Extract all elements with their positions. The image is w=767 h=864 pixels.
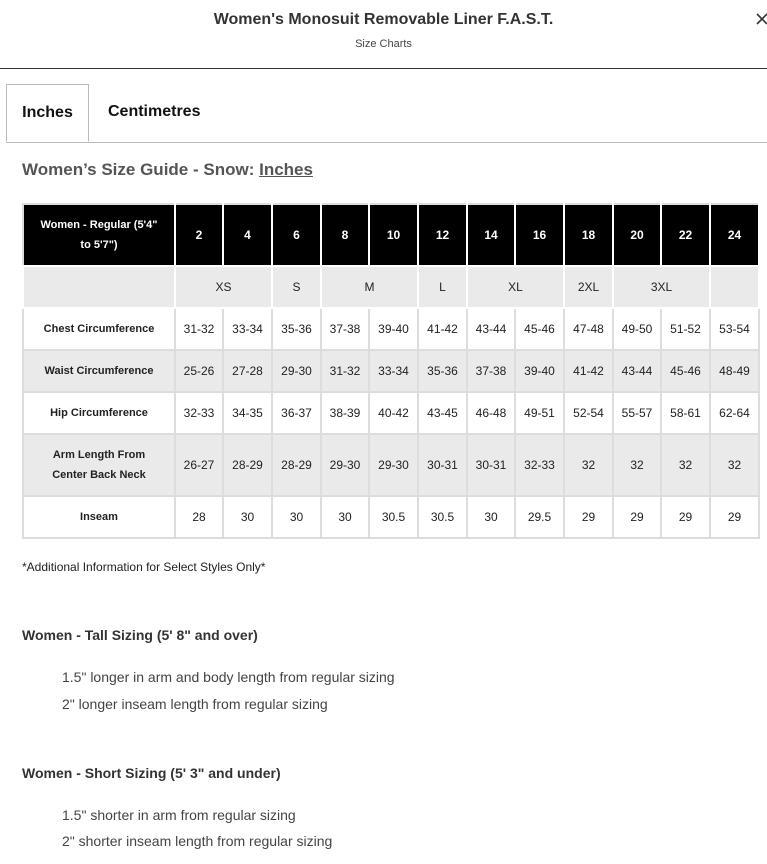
size-header: 10 [369, 204, 418, 266]
table-cell: 30.5 [418, 496, 467, 538]
size-header: 16 [515, 204, 564, 266]
table-cell: 58-61 [661, 392, 710, 434]
table-cell: 30 [321, 496, 369, 538]
table-cell: 45-46 [661, 350, 710, 392]
table-row [23, 350, 759, 392]
alpha-size-cell: XS [175, 266, 272, 308]
table-cell: 29 [613, 496, 661, 538]
size-header: 24 [710, 204, 759, 266]
table-cell: 29 [564, 496, 613, 538]
table-cell: 46-48 [467, 392, 515, 434]
table-cell: 30-31 [418, 434, 467, 496]
alpha-size-cell [710, 266, 759, 308]
table-cell: 29-30 [321, 434, 369, 496]
additional-info-note: *Additional Information for Select Styles Only* [22, 560, 266, 574]
table-cell: 32-33 [515, 434, 564, 496]
close-button[interactable] [755, 8, 767, 30]
size-header: 20 [613, 204, 661, 266]
table-cell: 33-34 [369, 350, 418, 392]
table-cell: 28-29 [272, 434, 321, 496]
size-guide-title: Women’s Size Guide - Snow: [22, 160, 260, 179]
table-cell: 47-48 [564, 308, 613, 350]
size-header: 6 [272, 204, 321, 266]
table-cell: 53-54 [710, 308, 759, 350]
table-cell: 27-28 [223, 350, 272, 392]
table-cell: 41-42 [418, 308, 467, 350]
table-cell: 29 [661, 496, 710, 538]
table-row [23, 308, 759, 350]
table-cell: 37-38 [321, 308, 369, 350]
table-cell: 35-36 [272, 308, 321, 350]
table-cell: 29-30 [369, 434, 418, 496]
modal-title: Women's Monosuit Removable Liner F.A.S.T. [213, 11, 554, 28]
table-cell: 39-40 [515, 350, 564, 392]
alpha-size-cell: 2XL [564, 266, 613, 308]
row-label [23, 434, 175, 496]
table-cell: 40-42 [369, 392, 418, 434]
short-sizing-item: 2" shorter inseam length from regular sizing [62, 833, 333, 849]
table-cell: 26-27 [175, 434, 223, 496]
table-cell: 30 [467, 496, 515, 538]
size-header: 8 [321, 204, 369, 266]
short-sizing-title: Women - Short Sizing (5' 3" and under) [22, 765, 281, 781]
size-header: 2 [175, 204, 223, 266]
table-cell: 35-36 [418, 350, 467, 392]
table-cell: 51-52 [661, 308, 710, 350]
size-guide-heading [22, 160, 313, 180]
table-cell: 28-29 [223, 434, 272, 496]
corner-header-line1: Women - Regular (5'4" [40, 219, 158, 231]
row-label-line2: Center Back Neck [52, 469, 146, 481]
table-cell: 38-39 [321, 392, 369, 434]
table-cell: 33-34 [223, 308, 272, 350]
table-cell: 32 [710, 434, 759, 496]
table-cell: 32 [661, 434, 710, 496]
size-header: 14 [467, 204, 515, 266]
tab-centimetres[interactable]: Centimetres [108, 103, 201, 120]
table-cell: 29.5 [515, 496, 564, 538]
tall-sizing-item: 1.5" longer in arm and body length from regular sizing [62, 669, 395, 685]
table-cell: 45-46 [515, 308, 564, 350]
size-header: 12 [418, 204, 467, 266]
table-cell: 43-45 [418, 392, 467, 434]
table-cell: 30 [272, 496, 321, 538]
table-cell: 25-26 [175, 350, 223, 392]
tall-sizing-item: 2" longer inseam length from regular sizing [62, 696, 328, 712]
table-cell: 37-38 [467, 350, 515, 392]
table-cell: 34-35 [223, 392, 272, 434]
modal-subtitle: Size Charts [355, 38, 412, 50]
table-cell: 43-44 [613, 350, 661, 392]
alpha-size-cell: L [418, 266, 467, 308]
table-cell: 32 [613, 434, 661, 496]
corner-header [23, 204, 175, 266]
alpha-size-blank [23, 266, 175, 308]
table-row [23, 434, 759, 496]
table-row [23, 496, 759, 538]
alpha-size-cell: S [272, 266, 321, 308]
table-cell: 52-54 [564, 392, 613, 434]
table-cell: 39-40 [369, 308, 418, 350]
table-cell: 49-50 [613, 308, 661, 350]
table-cell: 41-42 [564, 350, 613, 392]
alpha-size-row [23, 266, 759, 308]
row-label: Chest Circumference [23, 308, 175, 350]
row-label: Inseam [23, 496, 175, 538]
table-cell: 43-44 [467, 308, 515, 350]
row-label-line1: Arm Length From [52, 449, 146, 461]
short-sizing-item: 1.5" shorter in arm from regular sizing [62, 807, 296, 823]
table-cell: 62-64 [710, 392, 759, 434]
alpha-size-cell: 3XL [613, 266, 710, 308]
table-cell: 48-49 [710, 350, 759, 392]
corner-header-line2: to 5'7") [80, 239, 118, 251]
tall-sizing-title: Women - Tall Sizing (5' 8" and over) [22, 627, 258, 643]
table-cell: 29-30 [272, 350, 321, 392]
row-label: Hip Circumference [23, 392, 175, 434]
unit-link[interactable]: Inches [259, 160, 313, 179]
table-cell: 32 [564, 434, 613, 496]
table-cell: 30 [223, 496, 272, 538]
unit-tabs [6, 84, 767, 143]
table-row [23, 392, 759, 434]
table-cell: 28 [175, 496, 223, 538]
table-cell: 49-51 [515, 392, 564, 434]
modal-header [0, 0, 767, 69]
table-cell: 32-33 [175, 392, 223, 434]
size-header: 4 [223, 204, 272, 266]
size-header: 18 [564, 204, 613, 266]
size-header: 22 [661, 204, 710, 266]
size-header-row [23, 204, 759, 266]
table-cell: 31-32 [321, 350, 369, 392]
table-cell: 31-32 [175, 308, 223, 350]
tab-inches[interactable]: Inches [6, 84, 89, 142]
table-cell: 55-57 [613, 392, 661, 434]
size-table [22, 203, 760, 539]
alpha-size-cell: XL [467, 266, 564, 308]
table-cell: 29 [710, 496, 759, 538]
close-icon [755, 8, 767, 30]
alpha-size-cell: M [321, 266, 418, 308]
row-label: Waist Circumference [23, 350, 175, 392]
table-cell: 36-37 [272, 392, 321, 434]
table-cell: 30.5 [369, 496, 418, 538]
table-cell: 30-31 [467, 434, 515, 496]
